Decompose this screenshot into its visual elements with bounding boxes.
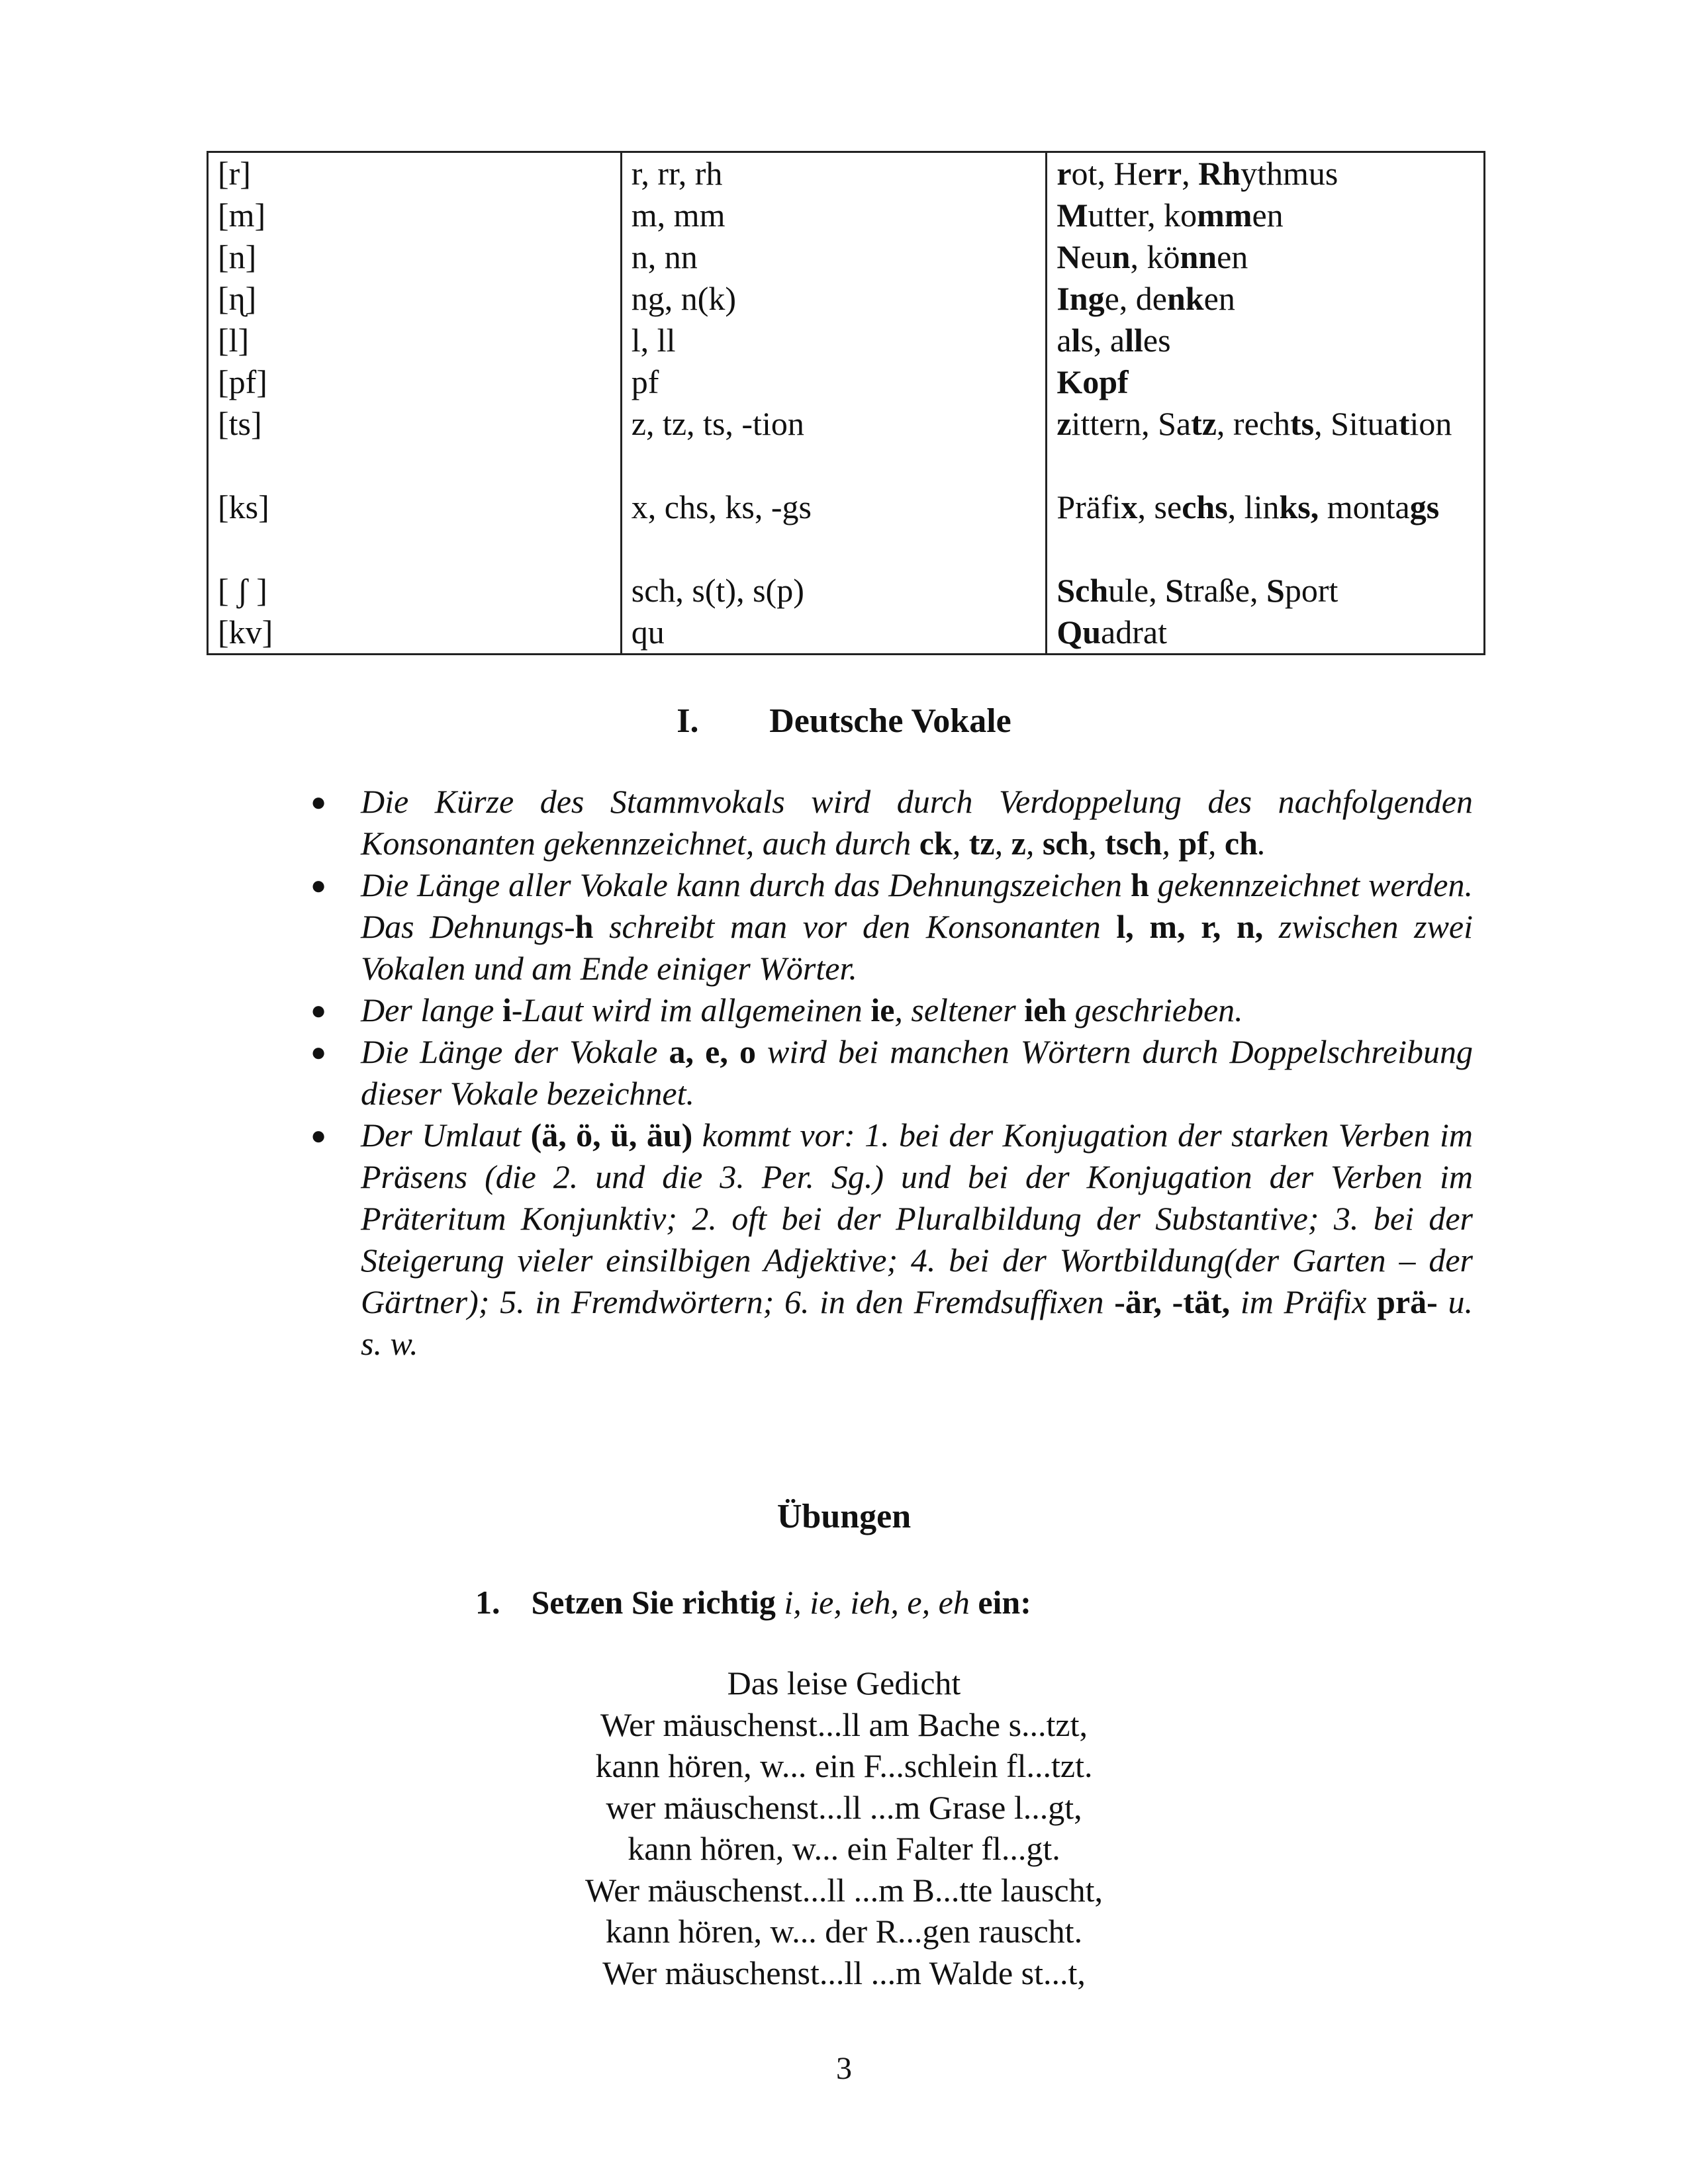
rule-segment: , bbox=[952, 825, 969, 862]
sound-symbol: [pf] bbox=[218, 363, 267, 400]
example-segment: ule, bbox=[1108, 572, 1166, 609]
poem-line: Wer mäuschenst...ll ...m Walde st...t, bbox=[602, 1954, 1086, 1991]
rule-segment: , seltener bbox=[894, 991, 1025, 1028]
example-words bbox=[1056, 195, 1474, 236]
example-segment: Kopf bbox=[1056, 363, 1129, 400]
sound-symbol: [kv] bbox=[218, 614, 273, 651]
example-segment: mm bbox=[1197, 197, 1252, 234]
example-segment: ythmus bbox=[1241, 155, 1338, 192]
example-segment: utter, ko bbox=[1088, 197, 1197, 234]
exercise-options: i, ie, ieh, e, eh bbox=[784, 1584, 970, 1621]
example-segment: ts bbox=[1289, 405, 1315, 442]
rule-segment: . bbox=[1257, 825, 1266, 862]
exercises-heading: Übungen bbox=[776, 1498, 912, 1535]
example-segment: z bbox=[1056, 405, 1072, 442]
bullet-icon: ● bbox=[310, 787, 327, 817]
letter-spelling: n, nn bbox=[631, 238, 698, 275]
example-segment: adrat bbox=[1101, 614, 1167, 651]
poem-line: kann hören, w... ein Falter fl...gt. bbox=[628, 1830, 1060, 1867]
sound-symbol: [n] bbox=[218, 238, 257, 275]
rule-item bbox=[310, 864, 1474, 989]
example-segment: x bbox=[1121, 488, 1138, 525]
poem-line: Wer mäuschenst...ll am Bache s...tzt, bbox=[600, 1706, 1088, 1743]
rule-segment: tz bbox=[968, 825, 995, 862]
rule-segment: gekennzeichnet werden. Das Dehnungs- bbox=[361, 866, 1473, 945]
rule-item bbox=[310, 1031, 1473, 1115]
example-segment: ks, bbox=[1279, 488, 1319, 525]
rule-segment: h bbox=[1130, 866, 1149, 903]
example-segment: ion bbox=[1409, 405, 1452, 442]
example-segment: es bbox=[1143, 322, 1171, 359]
example-words bbox=[1056, 361, 1474, 403]
sound-spelling-table bbox=[207, 151, 1485, 655]
example-segment: l bbox=[1071, 322, 1081, 359]
example-segment: r bbox=[1056, 155, 1072, 192]
example-segment: n bbox=[1111, 238, 1131, 275]
rule-segment: Der Umlaut bbox=[361, 1116, 531, 1154]
rule-segment: prä- bbox=[1377, 1283, 1438, 1320]
rule-segment: zwischen zwei Vokalen und am Ende einiger Wörter. bbox=[361, 908, 1474, 987]
rule-segment: (ä, ö, ü, äu) bbox=[530, 1116, 693, 1154]
rule-item bbox=[310, 989, 1473, 1031]
letter-spelling: pf bbox=[631, 363, 659, 400]
rule-segment: , bbox=[1162, 825, 1179, 862]
example-segment: ot, He bbox=[1071, 155, 1152, 192]
example-segment: en bbox=[1217, 238, 1248, 275]
example-segment: port bbox=[1284, 572, 1338, 609]
exercise-instruction bbox=[475, 1583, 1031, 1621]
example-words bbox=[1056, 278, 1474, 320]
rule-segment: kommt vor: 1. bei der Konjugation der starken Verben im Präsens (die 2. und die 3. Per. Sg.) und bei der Konjugation der Verben im Präteritum Konjunktiv; 2. oft bei der Pluralbildung der Substantive; 3. bei der Steigerung vieler einsilbigen Adjektive; 4. bei der Wortbildung(der Garten – der Gärtner); 5. in Fremdwörtern; 6. in den Fremdsuffixen bbox=[361, 1116, 1474, 1320]
section-heading bbox=[0, 702, 1688, 741]
letter-spelling: qu bbox=[631, 614, 665, 651]
example-segment: a bbox=[1056, 322, 1072, 359]
example-segment: , se bbox=[1137, 488, 1182, 525]
rule-segment: schreibt man vor den Konsonanten bbox=[593, 908, 1117, 945]
example-segment: t bbox=[1398, 405, 1410, 442]
exercise-tail: ein: bbox=[978, 1584, 1031, 1621]
example-segment: traße, bbox=[1184, 572, 1266, 609]
example-segment: en bbox=[1252, 197, 1284, 234]
example-segment: s, a bbox=[1080, 322, 1125, 359]
poem bbox=[0, 1662, 1688, 1993]
example-segment: , bbox=[1182, 155, 1199, 192]
example-segment: Ing bbox=[1056, 280, 1105, 317]
vowel-rules-list bbox=[310, 781, 1474, 1365]
example-words bbox=[1056, 153, 1474, 195]
example-segment: ll bbox=[1125, 322, 1143, 359]
example-segment: nk bbox=[1167, 280, 1204, 317]
example-segment: Rh bbox=[1198, 155, 1241, 192]
sound-symbol: [ ʃ ] bbox=[218, 572, 267, 609]
example-segment: N bbox=[1056, 238, 1081, 275]
rule-segment: ieh bbox=[1024, 991, 1067, 1028]
rule-item bbox=[310, 781, 1473, 864]
letter-spelling: l, ll bbox=[631, 322, 676, 359]
example-segment: tz bbox=[1191, 405, 1217, 442]
rule-item bbox=[310, 1115, 1474, 1365]
examples-column bbox=[1047, 152, 1485, 655]
poem-line: wer mäuschenst...ll ...m Grase l...gt, bbox=[606, 1788, 1082, 1826]
rule-segment: sch bbox=[1042, 825, 1089, 862]
page-number: 3 bbox=[836, 2051, 852, 2086]
example-segment: , lin bbox=[1227, 488, 1280, 525]
example-segment: ittern, Sa bbox=[1071, 405, 1192, 442]
example-segment: , Situa bbox=[1314, 405, 1399, 442]
letter-spelling: z, tz, ts, -tion bbox=[631, 405, 804, 442]
section-title: Deutsche Vokale bbox=[769, 702, 1011, 740]
example-segment: monta bbox=[1319, 488, 1410, 525]
example-segment: Präfi bbox=[1056, 488, 1121, 525]
bullet-icon: ● bbox=[310, 1037, 327, 1067]
sound-symbol: [l] bbox=[218, 322, 250, 359]
rule-segment: ch bbox=[1224, 825, 1258, 862]
sound-symbol: [m] bbox=[218, 197, 266, 234]
letter-spelling: m, mm bbox=[631, 197, 726, 234]
example-segment: M bbox=[1056, 197, 1088, 234]
poem-line: kann hören, w... der R...gen rauscht. bbox=[605, 1913, 1083, 1950]
example-words bbox=[1056, 486, 1474, 570]
example-segment: , rech bbox=[1216, 405, 1290, 442]
rule-segment: l, m, r, n, bbox=[1116, 908, 1264, 945]
rule-segment: , bbox=[1025, 825, 1043, 862]
rule-segment: a, e, o bbox=[669, 1033, 756, 1070]
example-words bbox=[1056, 612, 1474, 653]
rule-segment: ck bbox=[919, 825, 953, 862]
example-segment: chs bbox=[1182, 488, 1228, 525]
rule-segment: im Präfix bbox=[1230, 1283, 1378, 1320]
poem-line: Wer mäuschenst...ll ...m B...tte lauscht, bbox=[585, 1871, 1103, 1909]
rule-segment: geschrieben. bbox=[1066, 991, 1243, 1028]
poem-line: kann hören, w... ein F...schlein fl...tzt. bbox=[595, 1747, 1093, 1784]
sound-column bbox=[208, 152, 622, 655]
rule-segment: pf bbox=[1178, 825, 1208, 862]
example-words bbox=[1056, 570, 1474, 612]
example-segment: , kö bbox=[1130, 238, 1180, 275]
example-segment: en bbox=[1203, 280, 1235, 317]
rule-segment: ie bbox=[870, 991, 895, 1028]
poem-title: Das leise Gedicht bbox=[727, 1664, 961, 1702]
example-segment: gs bbox=[1409, 488, 1440, 525]
bullet-icon: ● bbox=[310, 995, 327, 1025]
rule-segment: h bbox=[575, 908, 594, 945]
rule-segment: -är, -tät, bbox=[1114, 1283, 1231, 1320]
letters-column bbox=[621, 152, 1047, 655]
example-segment: nn bbox=[1180, 238, 1217, 275]
rule-segment: , bbox=[1088, 825, 1105, 862]
sound-symbol: [r] bbox=[218, 155, 251, 192]
rule-segment: Der lange bbox=[361, 991, 502, 1028]
rule-segment: , bbox=[1207, 825, 1225, 862]
exercise-lead: Setzen Sie richtig bbox=[531, 1584, 776, 1621]
example-segment: eu bbox=[1080, 238, 1112, 275]
rule-segment: tsch bbox=[1105, 825, 1162, 862]
example-segment: S bbox=[1266, 572, 1285, 609]
exercise-number: 1. bbox=[475, 1584, 500, 1621]
example-segment: Sch bbox=[1056, 572, 1109, 609]
letter-spelling: ng, n(k) bbox=[631, 280, 737, 317]
rule-segment: z bbox=[1011, 825, 1026, 862]
rule-segment: , bbox=[994, 825, 1011, 862]
bullet-icon: ● bbox=[310, 1120, 327, 1150]
example-words bbox=[1056, 320, 1474, 361]
rule-segment: u. s. w. bbox=[361, 1283, 1474, 1362]
rule-segment: Die Länge aller Vokale kann durch das Dehnungszeichen bbox=[361, 866, 1131, 903]
example-segment: Qu bbox=[1056, 614, 1102, 651]
sound-symbol: [ks] bbox=[218, 488, 269, 525]
section-number: I. bbox=[677, 702, 699, 740]
letter-spelling: x, chs, ks, -gs bbox=[631, 488, 812, 525]
rule-segment: i bbox=[502, 991, 512, 1028]
sound-symbol: [ɳ] bbox=[218, 280, 257, 317]
rule-segment: -Laut wird im allgemeinen bbox=[511, 991, 871, 1028]
sound-symbol: [ts] bbox=[218, 405, 262, 442]
rule-segment: Die Kürze des Stammvokals wird durch Verdoppelung des nachfolgenden Konsonanten gekennzeichnet, auch durch bbox=[361, 783, 1473, 862]
rule-segment: wird bei manchen Wörtern durch Doppelschreibung dieser Vokale bezeichnet. bbox=[361, 1033, 1473, 1112]
example-segment: e, de bbox=[1104, 280, 1167, 317]
bullet-icon: ● bbox=[310, 870, 327, 900]
letter-spelling: r, rr, rh bbox=[631, 155, 723, 192]
example-words bbox=[1056, 236, 1474, 278]
letter-spelling: sch, s(t), s(p) bbox=[631, 572, 804, 609]
rule-segment: Die Länge der Vokale bbox=[361, 1033, 669, 1070]
example-segment: rr bbox=[1152, 155, 1182, 192]
example-words bbox=[1056, 403, 1474, 486]
example-segment: S bbox=[1165, 572, 1184, 609]
